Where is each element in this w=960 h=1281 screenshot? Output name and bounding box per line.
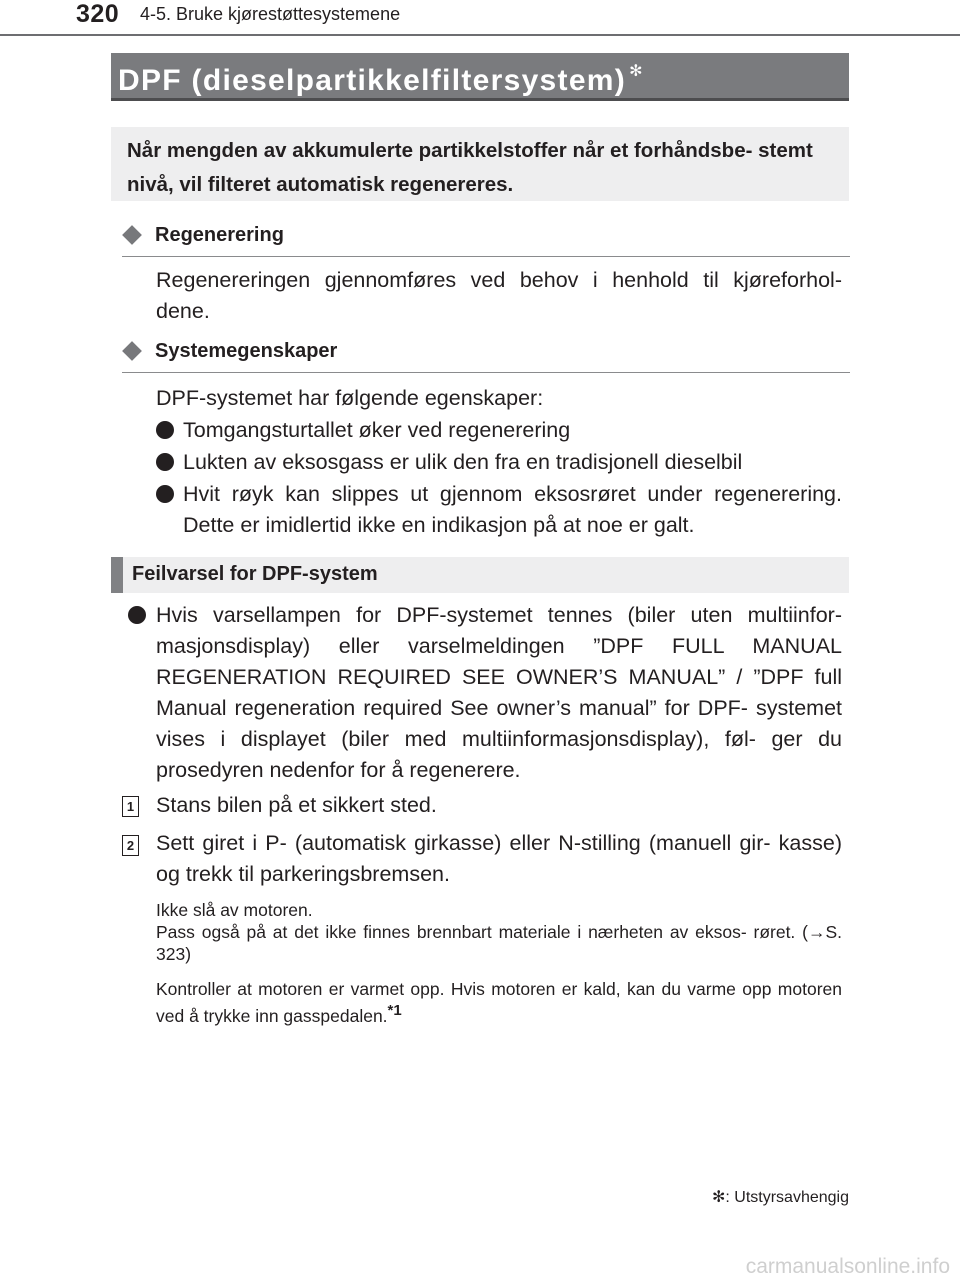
section-heading-label: Feilvarsel for DPF-system (132, 563, 378, 585)
footnote-marker: *1 (387, 1002, 402, 1019)
subheading-regenerering (122, 224, 850, 257)
subheading-systemegenskaper (122, 340, 850, 373)
list-item-text: Lukten av eksosgass er ulik den fra en tradisjonell dieselbil (183, 450, 743, 474)
title-text: DPF (dieselpartikkelfiltersystem) (118, 64, 627, 97)
section-heading-feilvarsel (111, 557, 849, 593)
step-text-1: Stans bilen på et sikkert sted. (156, 793, 437, 817)
list-item-text: Hvis varsellampen for DPF-systemet tennes (biler uten multiinfor- masjonsdisplay) eller varselmeldingen ”DPF FULL MANUAL REGENERATION REQUIRED SEE OWNER’S MANUAL” / ”DPF full Manual regeneration required See owner’s manual” for DPF- systemet vises i displayet (biler med multiinformasjonsdisplay), føl- ger du prosedyren nedenfor for å regenerere. (156, 603, 842, 782)
systemegenskaper-intro: DPF-systemet har følgende egenskaper: (156, 386, 544, 410)
bullet-icon (128, 606, 146, 624)
note-1 (156, 899, 842, 965)
list-item (128, 600, 842, 786)
watermark: carmanualsonline.info (745, 1255, 950, 1278)
list-item (156, 447, 842, 478)
step-number-1: 1 (122, 796, 139, 817)
bullet-icon (156, 485, 174, 503)
regenerering-text: Regenereringen gjennomføres ved behov i henhold til kjøreforhol- dene. (156, 268, 842, 323)
page-reference: S. 323) (156, 922, 842, 964)
page-title (118, 61, 644, 98)
footnote: ✻: Utstyrsavhengig (711, 1189, 849, 1206)
intro-box: Når mengden av akkumulerte partikkelstoffer når et forhåndsbe- stemt nivå, vil filteret automatisk regenereres. (111, 127, 849, 201)
list-item (156, 415, 842, 446)
subheading-label: Systemegenskaper (155, 340, 338, 362)
diamond-icon (122, 225, 142, 245)
list-item-text: Hvit røyk kan slippes ut gjennom eksosrøret under regenerering. Dette er imidlertid ikke en indikasjon på at noe er galt. (183, 482, 842, 537)
note-line: Pass også på at det ikke finnes brennbart materiale i nærheten av eksos- røret. (→S. 323) (156, 922, 842, 964)
page-number: 320 (76, 0, 120, 28)
diamond-icon (122, 341, 142, 361)
subheading-label: Regenerering (155, 224, 284, 246)
note-text: Kontroller at motoren er varmet opp. Hvis motoren er kald, kan du varme opp motoren ved å trykke inn gasspedalen. (156, 979, 842, 1026)
equipment-marker: ✻ (629, 63, 644, 80)
bullet-icon (156, 453, 174, 471)
list-item-text: Tomgangsturtallet øker ved regenerering (183, 418, 571, 442)
note-line: Ikke slå av motoren. (156, 900, 313, 920)
step-number-2: 2 (122, 835, 139, 856)
header-rule (0, 34, 960, 36)
section-label: 4-5. Bruke kjørestøttesystemene (140, 4, 401, 24)
bullet-icon (156, 421, 174, 439)
title-bar (111, 53, 849, 101)
step-text-2: Sett giret i P- (automatisk girkasse) eller N-stilling (manuell gir- kasse) og trekk til parkeringsbremsen. (156, 831, 842, 886)
list-item (156, 479, 842, 541)
arrow-right-icon: → (807, 922, 826, 942)
note-2 (156, 978, 842, 1027)
